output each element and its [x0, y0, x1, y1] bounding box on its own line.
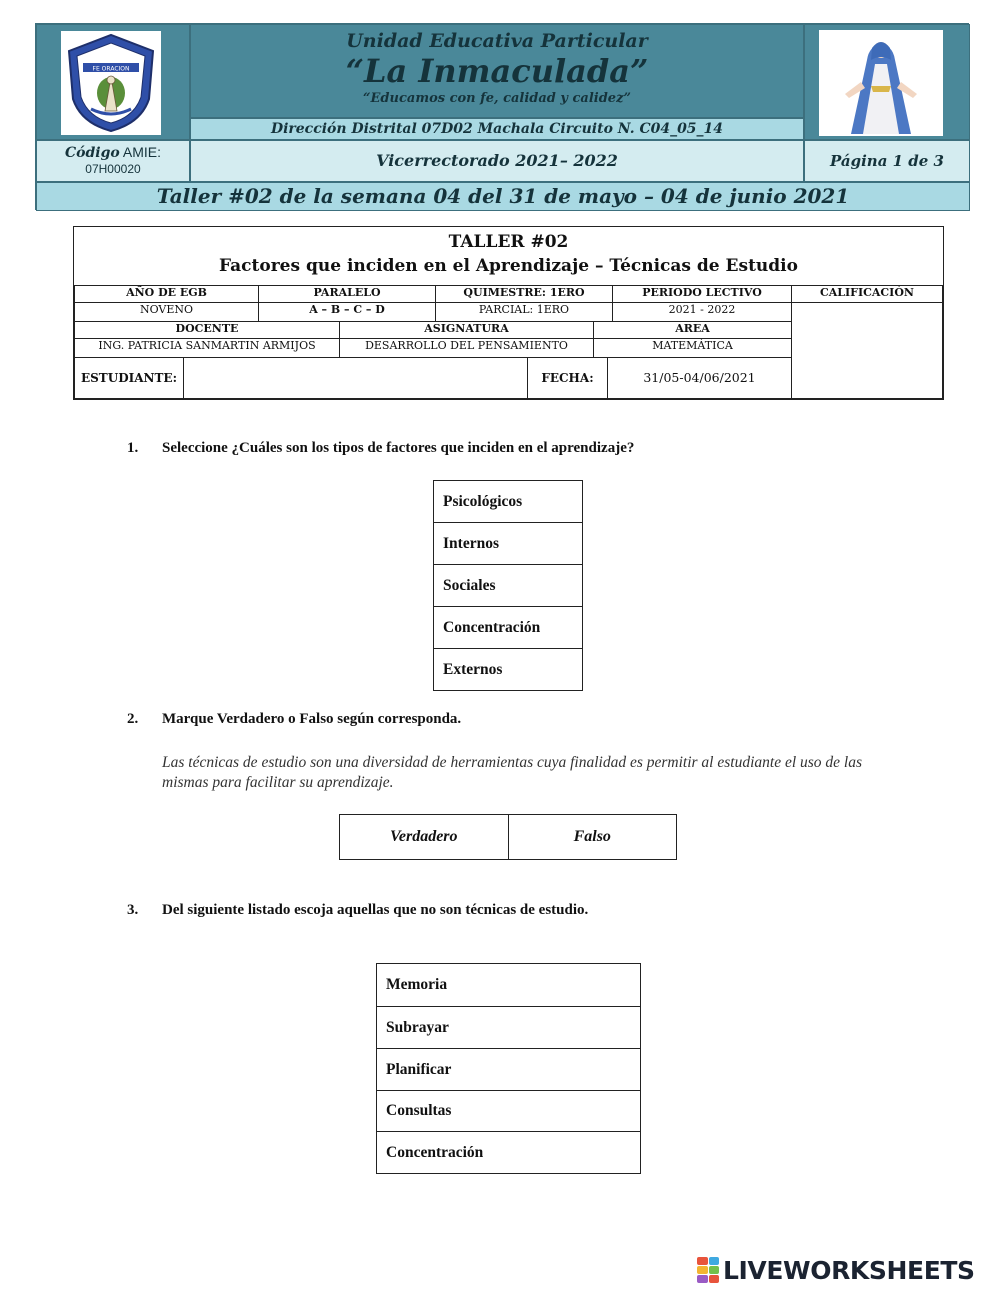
- option-falso[interactable]: Falso: [573, 828, 611, 845]
- period-header: PERIODO LECTIVO: [612, 285, 792, 303]
- page-number: Página 1 de 3: [830, 152, 944, 170]
- student-name-field[interactable]: [183, 357, 528, 399]
- subject-value: DESARROLLO DEL PENSAMIENTO: [339, 338, 594, 358]
- week-cell: [36, 182, 970, 211]
- true-false-options: [339, 814, 677, 860]
- school-logo-cell: [36, 24, 190, 140]
- liveworksheets-brand: [697, 1254, 975, 1286]
- area-header: AREA: [593, 321, 792, 339]
- grade-value[interactable]: [791, 302, 943, 399]
- student-label: ESTUDIANTE:: [74, 357, 184, 399]
- workshop-info-table: [73, 226, 944, 400]
- amie-code-suffix: AMIE:: [122, 144, 161, 160]
- school-motto: “Educamos con fe, calidad y calidez”: [363, 91, 631, 106]
- question-1-options: [433, 480, 583, 691]
- teacher-header: DOCENTE: [74, 321, 340, 339]
- school-logo: [61, 31, 161, 135]
- option-consultas[interactable]: Consultas: [377, 1091, 640, 1132]
- workshop-week: Taller #02 de la semana 04 del 31 de mayo – 04 de junio 2021: [156, 184, 850, 208]
- date-value: 31/05-04/06/2021: [607, 357, 792, 399]
- partial-value: PARCIAL: 1ERO: [435, 302, 613, 322]
- year-header: AÑO DE EGB: [74, 285, 259, 303]
- virgin-mary-image: [819, 30, 943, 136]
- parallel-value: A – B – C – D: [258, 302, 436, 322]
- school-header: [35, 23, 969, 210]
- question-text: Del siguiente listado escoja aquellas que no son técnicas de estudio.: [162, 902, 589, 918]
- school-type: Unidad Educativa Particular: [346, 30, 648, 52]
- virgin-mary-icon: [819, 30, 943, 136]
- school-crest-icon: [61, 31, 161, 135]
- grade-header: CALIFICACIÓN: [791, 285, 943, 303]
- option-verdadero[interactable]: Verdadero: [340, 815, 509, 859]
- district-direction: Dirección Distrital 07D02 Machala Circuito N. C04_05_14: [270, 121, 724, 137]
- teacher-value: ING. PATRICIA SANMARTIN ARMIJOS: [74, 338, 340, 358]
- question-number: 1.: [127, 440, 139, 456]
- amie-code-label: Código: [65, 145, 120, 161]
- option-concentracion[interactable]: Concentración: [386, 1143, 484, 1161]
- question-text: Marque Verdadero o Falso según corresponda.: [162, 711, 462, 727]
- liveworksheets-logo-icon: [697, 1257, 719, 1283]
- vice-rectorate: Vicerrectorado 2021– 2022: [376, 151, 618, 170]
- vice-cell: [190, 140, 804, 182]
- parallel-header: PARALELO: [258, 285, 436, 303]
- workshop-subtitle: Factores que inciden en el Aprendizaje – Técnicas de Estudio: [219, 256, 798, 276]
- question-3-options: [376, 963, 641, 1174]
- svg-text:FE ORACION: FE ORACION: [92, 65, 130, 73]
- school-title-cell: [190, 24, 804, 118]
- page-number-cell: [804, 140, 970, 182]
- quimestre-header: QUIMESTRE: 1ERO: [435, 285, 613, 303]
- district-cell: [190, 118, 804, 140]
- date-label: FECHA:: [527, 357, 608, 399]
- option-psicologicos[interactable]: Psicológicos: [434, 481, 582, 523]
- option-sociales[interactable]: Sociales: [434, 565, 582, 607]
- year-value: NOVENO: [74, 302, 259, 322]
- option-subrayar[interactable]: Subrayar: [377, 1007, 640, 1049]
- school-name: “La Inmaculada”: [345, 52, 649, 90]
- area-value: MATEMÁTICA: [593, 338, 792, 358]
- question-text: Seleccione ¿Cuáles son los tipos de factores que inciden en el aprendizaje?: [162, 440, 635, 456]
- option-memoria[interactable]: Memoria: [377, 964, 640, 1007]
- option-internos[interactable]: Internos: [434, 523, 582, 565]
- period-value: 2021 - 2022: [612, 302, 792, 322]
- workshop-title: TALLER #02: [448, 232, 569, 252]
- option-concentracion[interactable]: Concentración: [434, 607, 582, 649]
- question-number: 3.: [127, 902, 139, 918]
- option-planificar[interactable]: Planificar: [377, 1049, 640, 1091]
- subject-header: ASIGNATURA: [339, 321, 594, 339]
- liveworksheets-wordmark: LIVEWORKSHEETS: [723, 1255, 975, 1285]
- amie-code-value: 07H00020: [85, 162, 141, 176]
- true-false-statement: Las técnicas de estudio son una diversidad de herramientas cuya finalidad es permitir al estudiante el uso de las mismas para facilitar su aprendizaje.: [162, 754, 863, 791]
- virgin-image-cell: [804, 24, 970, 140]
- amie-code-cell: [36, 140, 190, 182]
- question-number: 2.: [127, 711, 139, 727]
- option-externos[interactable]: Externos: [443, 660, 503, 678]
